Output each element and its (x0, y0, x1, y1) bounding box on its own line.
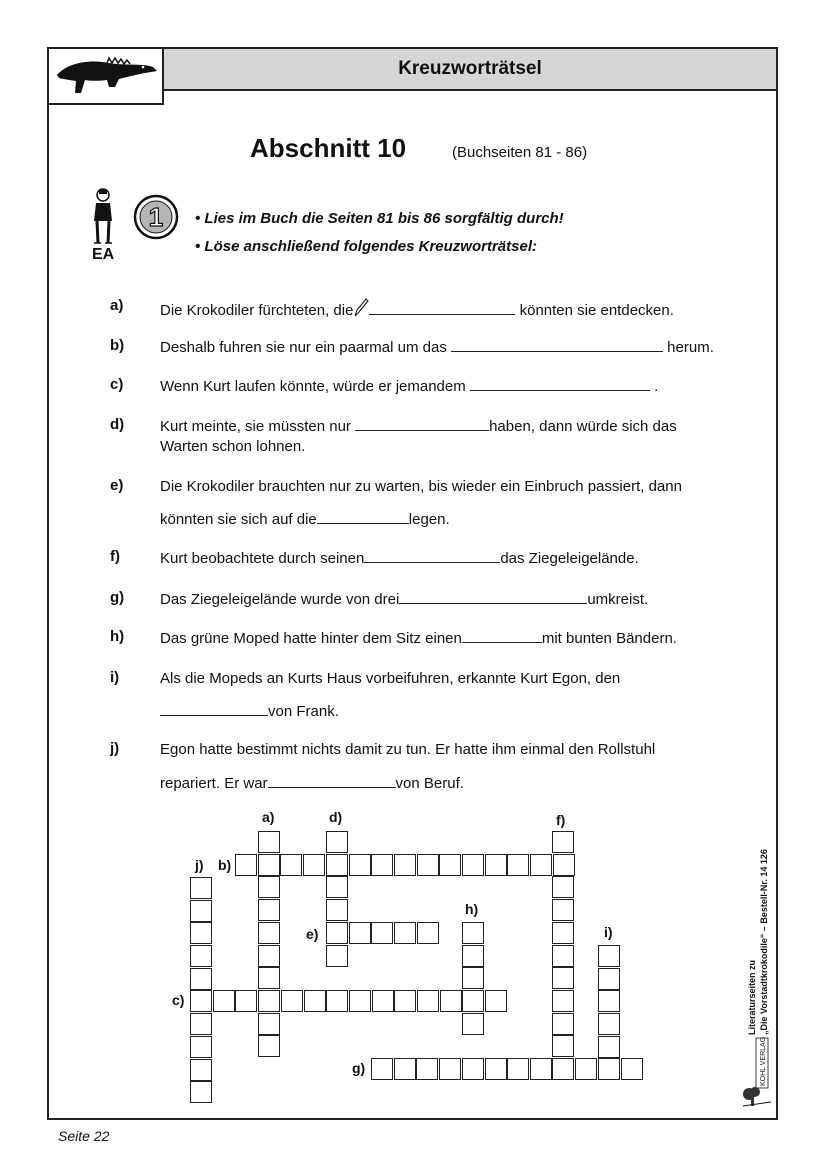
crossword-cell-a-4[interactable] (258, 899, 280, 921)
crossword-cell-i-1[interactable] (598, 945, 620, 967)
crossword-cell-f-11[interactable] (552, 1058, 574, 1080)
crossword-cell-g-7[interactable] (507, 1058, 529, 1080)
crossword-cell-f-8[interactable] (552, 990, 574, 1012)
crossword-cell-g-1[interactable] (371, 1058, 393, 1080)
section-pages: (Buchseiten 81 - 86) (452, 144, 588, 161)
question-j: Egon hatte bestimmt nichts damit zu tun. Er hatte ihm einmal den Rollstuhl (160, 741, 656, 758)
blank-f[interactable] (364, 548, 500, 563)
crossword-cell-c-1[interactable] (190, 990, 212, 1012)
crossword-cell-g-3[interactable] (416, 1058, 438, 1080)
publisher-sidebar (741, 810, 781, 1110)
crossword-cell-f-6[interactable] (552, 945, 574, 967)
crossword-cell-b-14[interactable] (530, 854, 552, 876)
publisher-name: KOHL VERLAG (760, 1036, 767, 1086)
crossword-cell-b-8[interactable] (394, 854, 416, 876)
crossword-cell-j-2[interactable] (190, 900, 212, 922)
question-c: Wenn Kurt laufen könnte, würde er jemandem . (160, 378, 659, 395)
blank-i[interactable] (160, 701, 268, 716)
question-e-letter: e) (110, 477, 124, 494)
crossword-cell-g-11[interactable] (598, 1058, 620, 1080)
question-h: Das grüne Moped hatte hinter dem Sitz einen mit bunten Bändern. (160, 630, 677, 647)
crossword-cell-a-7[interactable] (258, 967, 280, 989)
question-j-letter: j) (110, 740, 120, 757)
crossword-label-i: i) (604, 924, 613, 940)
crossword-cell-g-8[interactable] (530, 1058, 552, 1080)
crossword-label-e: e) (306, 926, 319, 942)
crossword-cell-b-11[interactable] (462, 854, 484, 876)
crossword-cell-d-1[interactable] (326, 831, 348, 853)
page-header-title: Kreuzworträtsel (162, 47, 778, 91)
question-b-letter: b) (110, 337, 125, 354)
blank-d[interactable] (355, 416, 489, 431)
sidebar-line1: Literaturseiten zu (747, 959, 757, 1035)
section-title: Abschnitt 10 (250, 133, 407, 163)
crossword-label-d: d) (329, 809, 343, 825)
crossword-cell-g-5[interactable] (462, 1058, 484, 1080)
crossword-cell-c-3[interactable] (235, 990, 257, 1012)
step-number-badge (133, 194, 179, 240)
question-e: Die Krokodiler brauchten nur zu warten, bis wieder ein Einbruch passiert, dann (160, 478, 682, 495)
crossword-cell-b-1[interactable] (235, 854, 257, 876)
crossword-label-f: f) (556, 812, 566, 828)
crossword-cell-i-3[interactable] (598, 990, 620, 1012)
crossword-cell-j-5[interactable] (190, 968, 212, 990)
question-i-letter: i) (110, 669, 120, 686)
crossword-cell-c-2[interactable] (213, 990, 235, 1012)
crossword-cell-b-13[interactable] (507, 854, 529, 876)
crossword-cell-i-2[interactable] (598, 968, 620, 990)
crossword-cell-h-5[interactable] (462, 1013, 484, 1035)
instruction-1: • Lies im Buch die Seiten 81 bis 86 sorgfältig durch! (195, 210, 564, 227)
question-d-letter: d) (110, 416, 125, 433)
crossword-cell-f-5[interactable] (552, 922, 574, 944)
crossword-cell-j-10[interactable] (190, 1081, 212, 1103)
page-number: Seite 22 (58, 1128, 110, 1144)
crossword-cell-f-7[interactable] (552, 967, 574, 989)
crossword-cell-f-9[interactable] (552, 1013, 574, 1035)
blank-g[interactable] (399, 589, 587, 604)
crossword-cell-j-7[interactable] (190, 1013, 212, 1035)
question-j-line2: repariert. Er war von Beruf. (160, 775, 464, 792)
sidebar-line2: „Die Vorstadtkrokodile“ – Bestell-Nr. 14 126 (759, 849, 769, 1035)
crossword-cell-g-4[interactable] (439, 1058, 461, 1080)
blank-h[interactable] (462, 628, 542, 643)
crossword-cell-e-5[interactable] (417, 922, 439, 944)
blank-j[interactable] (268, 773, 396, 788)
crossword-cell-f-4[interactable] (552, 899, 574, 921)
crossword-cell-b-4[interactable] (303, 854, 325, 876)
crossword-label-j: j) (195, 857, 204, 873)
crossword-cell-e-2[interactable] (349, 922, 371, 944)
crossword-cell-a-3[interactable] (258, 876, 280, 898)
crossword-cell-b-6[interactable] (349, 854, 371, 876)
blank-b[interactable] (451, 337, 663, 352)
crossword-cell-i-5[interactable] (598, 1036, 620, 1058)
crossword-cell-c-11[interactable] (417, 990, 439, 1012)
crossword-cell-c-13[interactable] (462, 990, 484, 1012)
question-d: Kurt meinte, sie müssten nur haben, dann würde sich das Warten schon lohnen. (160, 418, 677, 455)
crossword-cell-g-10[interactable] (575, 1058, 597, 1080)
crossword-cell-c-14[interactable] (485, 990, 507, 1012)
crossword-label-g: g) (352, 1060, 366, 1076)
crossword-label-a: a) (262, 809, 275, 825)
crossword-cell-f-1[interactable] (552, 831, 574, 853)
crossword-cell-c-10[interactable] (394, 990, 416, 1012)
crossword-cell-c-6[interactable] (304, 990, 326, 1012)
crossword-cell-h-2[interactable] (462, 945, 484, 967)
question-g-letter: g) (110, 589, 125, 606)
question-h-letter: h) (110, 628, 125, 645)
crossword-label-h: h) (465, 901, 479, 917)
crossword-cell-g-12[interactable] (621, 1058, 643, 1080)
question-g: Das Ziegeleigelände wurde von drei umkreist. (160, 591, 649, 608)
crossword-cell-a-5[interactable] (258, 922, 280, 944)
crossword-cell-b-15[interactable] (553, 854, 575, 876)
crossword-cell-j-4[interactable] (190, 945, 212, 967)
crossword-cell-j-3[interactable] (190, 922, 212, 944)
question-e-line2: könnten sie sich auf die legen. (160, 511, 450, 528)
crossword-cell-e-3[interactable] (371, 922, 393, 944)
crocodile-icon (49, 49, 162, 103)
crossword-cell-b-3[interactable] (280, 854, 302, 876)
crossword-cell-b-9[interactable] (417, 854, 439, 876)
crossword-cell-e-4[interactable] (394, 922, 416, 944)
question-a-letter: a) (110, 297, 124, 314)
crossword-cell-a-6[interactable] (258, 945, 280, 967)
blank-c[interactable] (470, 376, 650, 391)
crossword-label-c: c) (172, 992, 185, 1008)
crossword-cell-c-9[interactable] (372, 990, 394, 1012)
pencil-icon (353, 297, 369, 317)
student-figure-icon (88, 187, 118, 245)
blank-a[interactable] (369, 300, 515, 315)
crossword-cell-d-4[interactable] (326, 899, 348, 921)
crossword-cell-f-3[interactable] (552, 876, 574, 898)
crossword-cell-g-2[interactable] (394, 1058, 416, 1080)
crossword-cell-b-12[interactable] (485, 854, 507, 876)
question-f: Kurt beobachtete durch seinen das Ziegeleigelände. (160, 550, 639, 567)
svg-text:1: 1 (148, 202, 164, 232)
crossword-cell-g-6[interactable] (485, 1058, 507, 1080)
crossword-cell-b-5[interactable] (326, 854, 348, 876)
crossword-cell-j-8[interactable] (190, 1036, 212, 1058)
crossword-cell-b-7[interactable] (371, 854, 393, 876)
work-mode-label: EA (92, 246, 115, 263)
crossword-label-b: b) (218, 857, 232, 873)
crossword-cell-c-7[interactable] (326, 990, 348, 1012)
question-a: Die Krokodiler fürchteten, die könnten sie entdecken. (160, 297, 760, 321)
crossword-cell-c-5[interactable] (281, 990, 303, 1012)
crocodile-logo (47, 47, 164, 105)
question-c-letter: c) (110, 376, 124, 393)
question-i-line2: von Frank. (160, 701, 760, 722)
crossword-cell-c-12[interactable] (440, 990, 462, 1012)
crossword-cell-j-9[interactable] (190, 1059, 212, 1081)
crossword-cell-i-4[interactable] (598, 1013, 620, 1035)
crossword-cell-a-8[interactable] (258, 990, 280, 1012)
crossword-cell-j-1[interactable] (190, 877, 212, 899)
crossword-cell-h-3[interactable] (462, 967, 484, 989)
question-f-letter: f) (110, 548, 120, 565)
instruction-2: • Löse anschließend folgendes Kreuzworträtsel: (195, 238, 537, 255)
crossword-cell-b-10[interactable] (439, 854, 461, 876)
crossword-cell-a-1[interactable] (258, 831, 280, 853)
tree-logo-icon (743, 1087, 771, 1106)
crossword-cell-d-3[interactable] (326, 876, 348, 898)
crossword-cell-a-9[interactable] (258, 1013, 280, 1035)
blank-e[interactable] (317, 509, 409, 524)
crossword-cell-d-5[interactable] (326, 922, 348, 944)
question-i: Als die Mopeds an Kurts Haus vorbeifuhren, erkannte Kurt Egon, den (160, 670, 621, 687)
crossword-cell-f-10[interactable] (552, 1035, 574, 1057)
question-b: Deshalb fuhren sie nur ein paarmal um das herum. (160, 339, 714, 356)
crossword-cell-h-1[interactable] (462, 922, 484, 944)
crossword-cell-d-6[interactable] (326, 945, 348, 967)
crossword-cell-c-8[interactable] (349, 990, 371, 1012)
crossword-cell-a-2[interactable] (258, 854, 280, 876)
crossword-cell-a-10[interactable] (258, 1035, 280, 1057)
